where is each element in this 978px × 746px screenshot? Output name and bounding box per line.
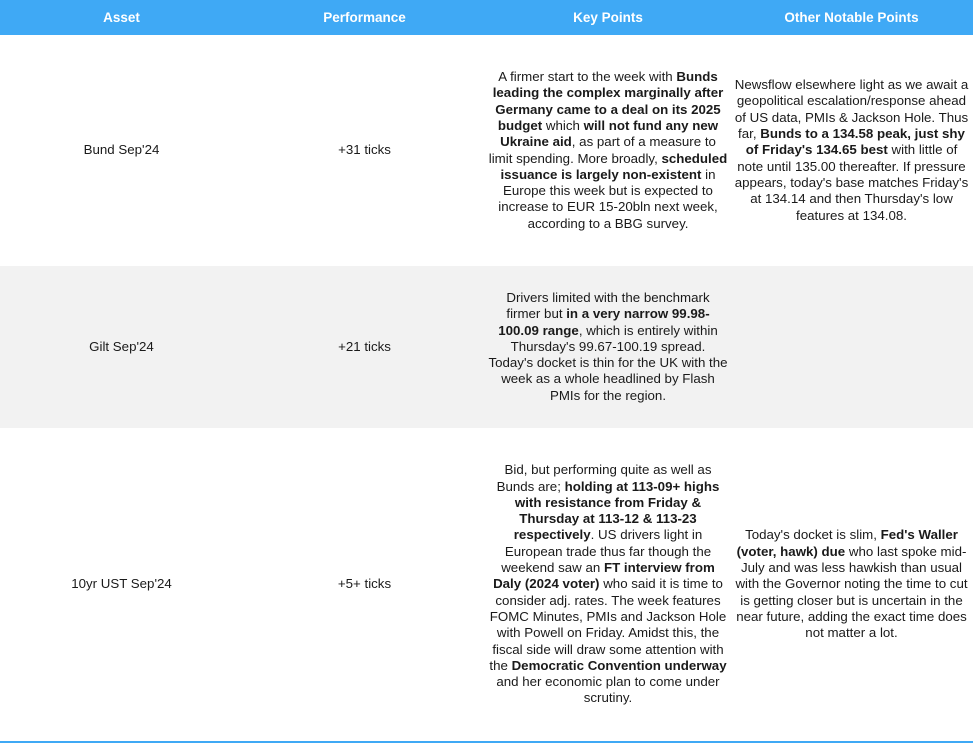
- body-text: who last spoke mid-July and was less hawkish than usual with the Governor noting the time to cut is getting closer but is uncertain in the near future, adding the exact time does not matter a lot.: [735, 543, 968, 641]
- performance-cell: +21 ticks: [243, 266, 486, 428]
- other-points-cell: [730, 428, 973, 741]
- body-text: who said it is time to consider adj. rates. The week features FOMC Minutes, PMIs and Jackson Hole with Powell on Friday. Amidst this, the fiscal side will draw some attention with the: [489, 576, 727, 673]
- asset-cell: Bund Sep'24: [83, 142, 160, 158]
- bottom-rule: [0, 741, 973, 743]
- key-points-cell: [486, 266, 730, 428]
- body-text: Newsflow elsewhere light as we await a geopolitical escalation/response ahead of US data, PMIs & Jackson Hole. Thus far,: [734, 77, 969, 142]
- highlight-text: Bunds to a 134.58 peak, just shy of Friday's 134.65 best: [745, 126, 965, 158]
- body-text: in Europe this week but is expected to increase to EUR 15-20bln next week, according to a BBG survey.: [498, 166, 718, 231]
- table-row: [0, 35, 973, 266]
- body-text: , which is entirely within Thursday's 99.67-100.19 spread. Today's docket is thin for the UK with the week as a whole headlined by Flash PMIs for the region.: [488, 322, 728, 403]
- other-points-cell: [730, 266, 973, 428]
- highlight-text: Bunds leading the complex marginally after Germany came to a deal on its 2025 budget: [492, 69, 724, 133]
- body-text: Today's docket is slim,: [745, 527, 881, 543]
- header-other-notable-points: Other Notable Points: [730, 0, 973, 35]
- body-text: Drivers limited with the benchmark firmer but: [506, 289, 710, 322]
- body-text: and her economic plan to come under scrutiny.: [496, 674, 720, 706]
- body-text: A firmer start to the week with: [498, 69, 677, 85]
- key-points-cell: [486, 35, 730, 266]
- body-text: Bid, but performing quite as well as Bunds are;: [496, 462, 712, 494]
- body-text: . US drivers light in European trade thus far though the weekend saw an: [501, 527, 712, 576]
- highlight-text: Fed's Waller (voter, hawk) due: [736, 527, 958, 559]
- performance-cell: +31 ticks: [338, 142, 391, 158]
- other-points-cell: [730, 35, 973, 266]
- table-row: [0, 266, 973, 428]
- key-points-cell: [486, 428, 730, 741]
- body-text: which: [542, 117, 584, 133]
- highlight-text: FT interview from Daly (2024 voter): [493, 560, 715, 592]
- body-text: with little of note until 135.00 thereafter. If pressure appears, today's base matches Friday's at 134.14 and then Thursday's low features at 134.08.: [734, 142, 969, 223]
- performance-cell: +5+ ticks: [337, 576, 392, 592]
- highlight-text: scheduled issuance is largely non-existent: [500, 150, 728, 182]
- asset-cell: Gilt Sep'24: [0, 266, 243, 428]
- table-row: [0, 428, 973, 741]
- highlight-text: in a very narrow 99.98-100.09 range: [498, 306, 710, 338]
- header-asset: Asset: [0, 0, 243, 35]
- header-row: [0, 0, 973, 35]
- body-text: , as part of a measure to limit spending. More broadly,: [488, 134, 716, 166]
- header-key-points: Key Points: [486, 0, 730, 35]
- asset-cell: 10yr UST Sep'24: [71, 576, 172, 592]
- highlight-text: holding at 113-09+ highs with resistance from Friday & Thursday at 113-12 & 113-23 respectively: [513, 478, 720, 543]
- highlight-text: will not fund any new Ukraine aid: [500, 117, 719, 150]
- highlight-text: Democratic Convention underway: [511, 657, 727, 673]
- header-performance: Performance: [243, 0, 486, 35]
